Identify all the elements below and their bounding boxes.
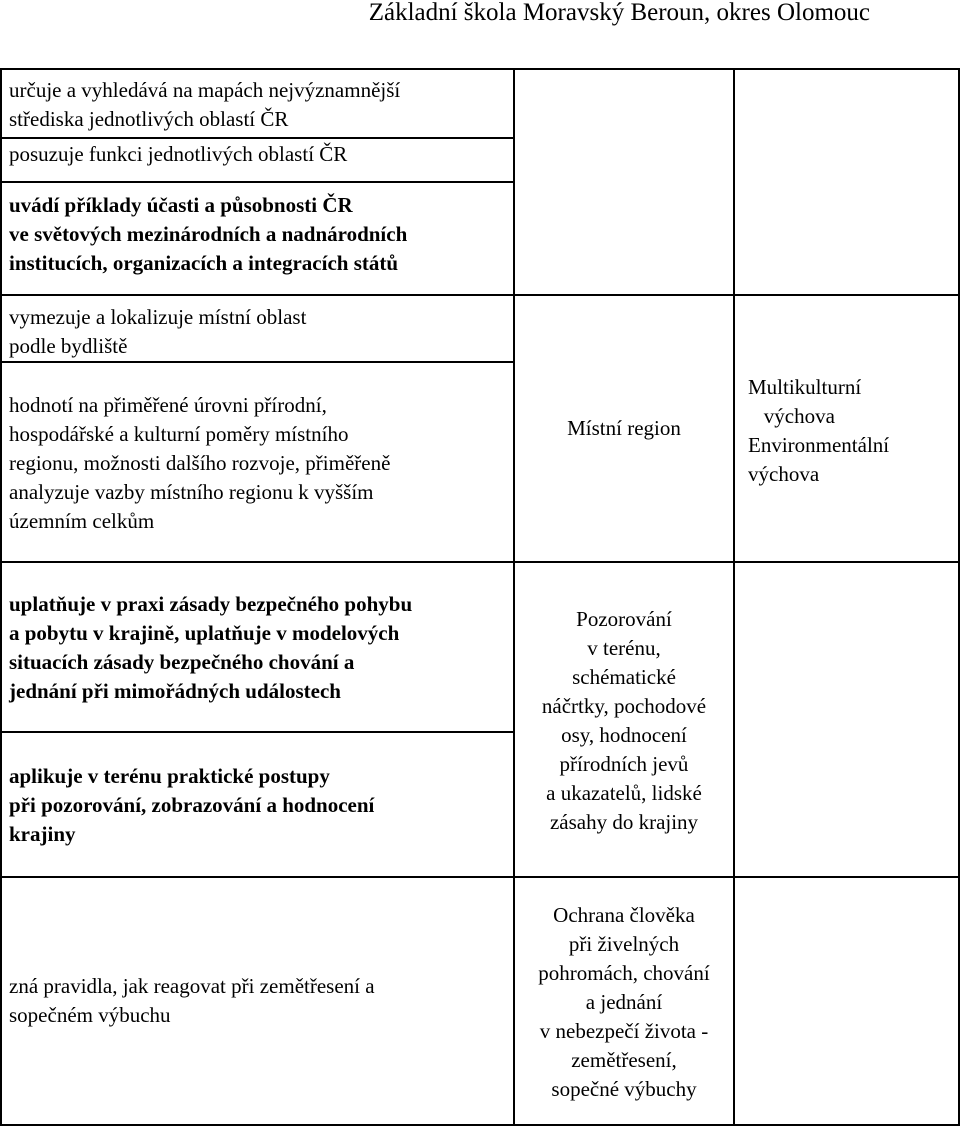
outcome-8: zná pravidla, jak reagovat při zemětřesení a sopečném výbuchu [9, 974, 375, 1027]
topic-field-observation: Pozorování v terénu, schématické náčrtky, pochodové osy, hodnocení přírodních jevů a ukazatelů, lidské zásahy do krajiny [541, 607, 707, 834]
topic-protection: Ochrana člověka při živelných pohromách, chování a jednání v nebezpečí života - zemětřesení, sopečné výbuchy [538, 903, 710, 1101]
topic-local-region: Místní region [567, 416, 681, 440]
outcome-4: vymezuje a lokalizuje místní oblast podle bydliště [9, 305, 307, 358]
outcome-7: aplikuje v terénu praktické postupy při pozorování, zobrazování a hodnocení krajiny [9, 764, 375, 846]
outcome-5: hodnotí na přiměřené úrovni přírodní, hospodářské a kulturní poměry místního regionu, možnosti dalšího rozvoje, přiměřeně analyzuje vazby místního regionu k vyšším územním celkům [9, 393, 391, 533]
page-header: Základní škola Moravský Beroun, okres Olomouc [368, 0, 870, 26]
outcome-2: posuzuje funkci jednotlivých oblastí ČR [9, 142, 348, 166]
outcome-3: uvádí příklady účasti a působnosti ČR ve světových mezinárodních a nadnárodních institucích, organizacích a integracích států [9, 193, 408, 275]
outcome-6: uplatňuje v praxi zásady bezpečného pohybu a pobytu v krajině, uplatňuje v modelových situacích zásady bezpečného chování a jednání při mimořádných událostech [9, 592, 413, 703]
cross-curricular-local-region: Multikulturní výchova Environmentální výchova [748, 375, 890, 486]
outcome-1: určuje a vyhledává na mapách nejvýznamnější střediska jednotlivých oblastí ČR [9, 78, 401, 131]
